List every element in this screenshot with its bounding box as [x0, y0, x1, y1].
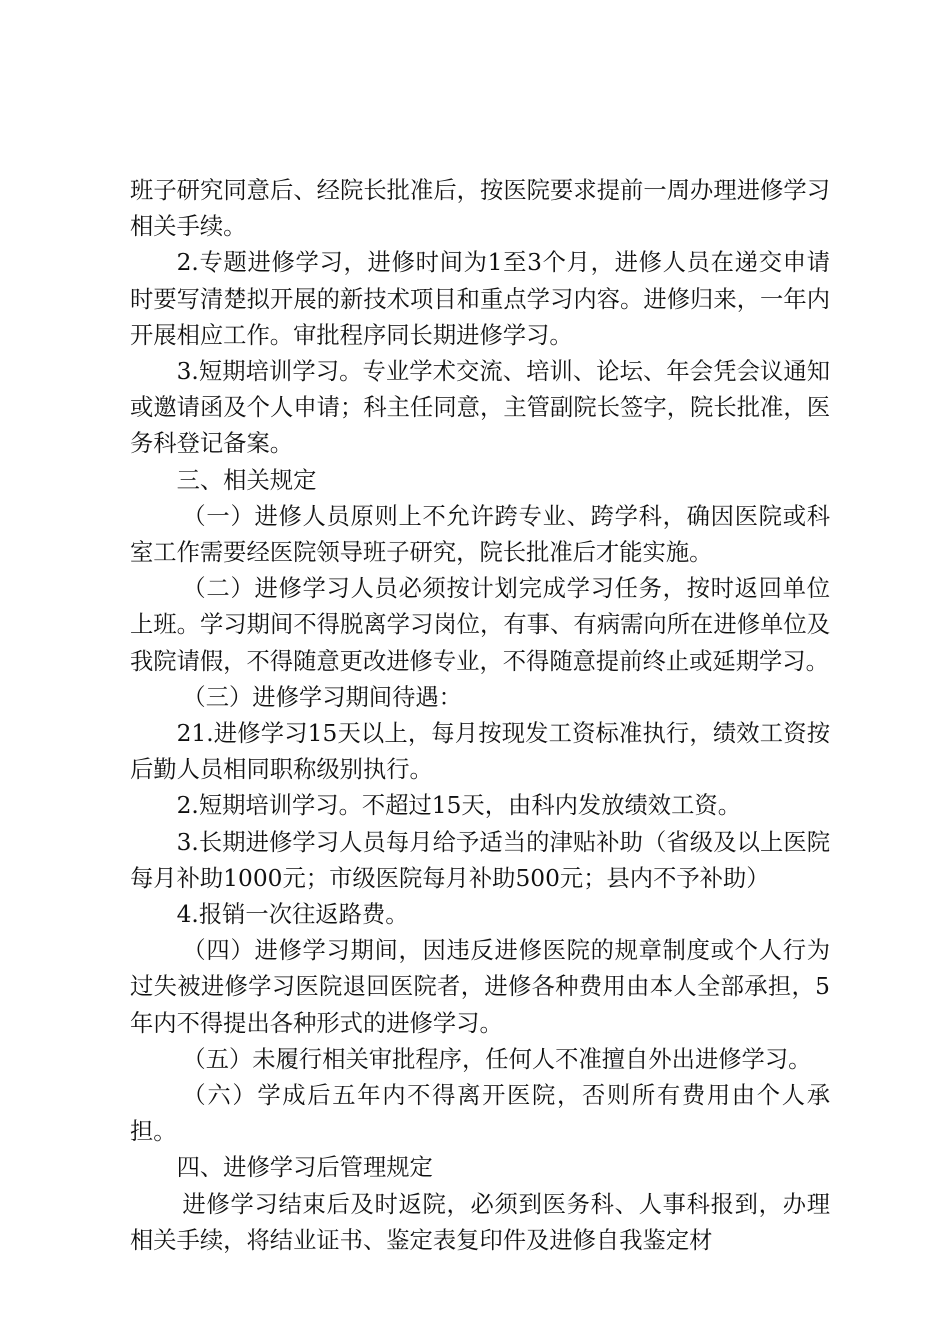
paragraph: （六）学成后五年内不得离开医院，否则所有费用由个人承担。 [130, 1082, 830, 1146]
paragraph: 3.长期进修学习人员每月给予适当的津贴补助（省级及以上医院每月补助1000元；市级医院每月补助500元；县内不予补助） [130, 828, 830, 892]
document-body [130, 173, 830, 1259]
paragraph: （三）进修学习期间待遇： [182, 683, 462, 711]
paragraph: 2.短期培训学习。不超过15天，由科内发放绩效工资。 [176, 792, 741, 820]
paragraph: 4.报销一次往返路费。 [176, 901, 409, 929]
paragraph: 3.短期培训学习。专业学术交流、培训、论坛、年会凭会议通知或邀请函及个人申请；科主任同意，主管副院长签字，院长批准，医务科登记备案。 [130, 358, 830, 458]
paragraph: （四）进修学习期间，因违反进修医院的规章制度或个人行为过失被进修学习医院退回医院者，进修各种费用由本人全部承担，5年内不得提出各种形式的进修学习。 [130, 937, 830, 1037]
paragraph: 班子研究同意后、经院长批准后，按医院要求提前一周办理进修学习相关手续。 [130, 177, 830, 241]
section-heading: 三、相关规定 [176, 466, 317, 494]
paragraph: 2.专题进修学习，进修时间为1至3个月，进修人员在递交申请时要写清楚拟开展的新技术项目和重点学习内容。进修归来，一年内开展相应工作。审批程序同长期进修学习。 [130, 249, 830, 349]
paragraph: 进修学习结束后及时返院，必须到医务科、人事科报到，办理相关手续，将结业证书、鉴定表复印件及进修自我鉴定材 [130, 1190, 830, 1254]
paragraph: 21.进修学习15天以上，每月按现发工资标准执行，绩效工资按后勤人员相同职称级别执行。 [130, 720, 830, 784]
paragraph: （一）进修人员原则上不允许跨专业、跨学科，确因医院或科室工作需要经医院领导班子研究，院长批准后才能实施。 [130, 502, 830, 567]
paragraph: （五）未履行相关审批程序，任何人不准擅自外出进修学习。 [182, 1045, 812, 1073]
paragraph: （二）进修学习人员必须按计划完成学习任务，按时返回单位上班。学习期间不得脱离学习岗位，有事、有病需向所在进修单位及我院请假，不得随意更改进修专业，不得随意提前终止或延期学习。 [130, 575, 830, 675]
section-heading: 四、进修学习后管理规定 [176, 1154, 433, 1182]
